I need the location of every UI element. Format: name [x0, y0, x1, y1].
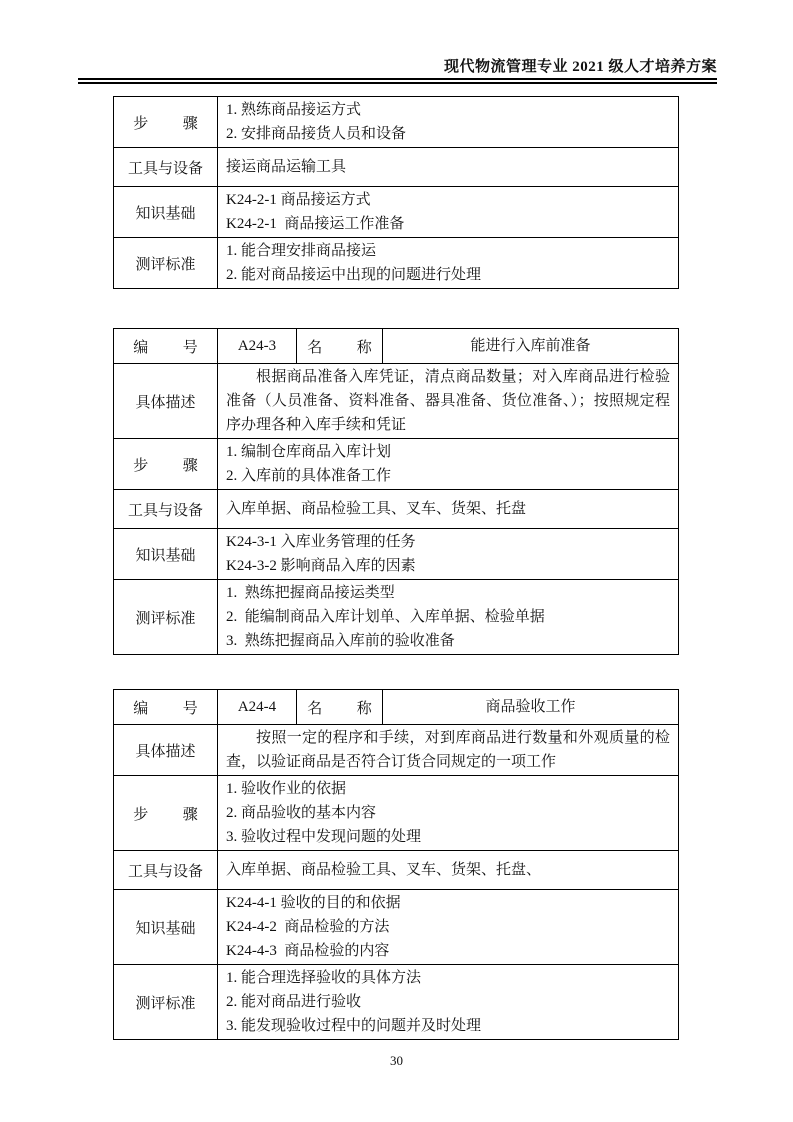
label-code: 编号	[114, 329, 218, 364]
label-steps: 步骤	[114, 97, 218, 148]
label-steps: 步骤	[114, 776, 218, 851]
label-tools: 工具与设备	[114, 851, 218, 890]
label-knowledge: 知识基础	[114, 890, 218, 965]
criteria-cell	[218, 965, 679, 1040]
table-row	[114, 364, 679, 439]
code-cell	[218, 690, 297, 725]
tools-line: 接运商品运输工具	[226, 159, 347, 175]
label-criteria: 测评标准	[114, 238, 218, 289]
table-row	[114, 439, 679, 490]
table-row	[114, 187, 679, 238]
knowledge-line: K24-3-2 影响商品入库的因素	[226, 558, 416, 574]
step-line: 2. 入库前的具体准备工作	[226, 468, 392, 484]
step-line: 2. 安排商品接货人员和设备	[226, 126, 407, 142]
description-text: 根据商品准备入库凭证，清点商品数量；对入库商品进行检验准备（人员准备、资料准备、器具准备、货位准备、）；按照规定程序办理各种入库手续和凭证	[226, 369, 670, 433]
task-code: A24-4	[237, 699, 277, 715]
criteria-line: 2. 能对商品接运中出现的问题进行处理	[226, 267, 482, 283]
knowledge-cell	[218, 529, 679, 580]
task-name: 能进行入库前准备	[470, 338, 591, 354]
criteria-cell	[218, 238, 679, 289]
description-cell	[218, 364, 679, 439]
table-row	[114, 580, 679, 655]
criteria-line: 3. 能发现验收过程中的问题并及时处理	[226, 1018, 482, 1034]
tools-line: 入库单据、商品检验工具、叉车、货架、托盘、	[226, 862, 542, 878]
table-row	[114, 851, 679, 890]
table-row	[114, 329, 679, 364]
task-table-a24-2-continuation	[113, 96, 679, 289]
step-line: 1. 熟练商品接运方式	[226, 102, 362, 118]
task-table-a24-3	[113, 328, 679, 655]
criteria-line: 1. 能合理选择验收的具体方法	[226, 970, 422, 986]
page-header-title: 现代物流管理专业 2021 级人才培养方案	[443, 59, 717, 75]
header-double-rule	[78, 78, 717, 84]
knowledge-line: K24-2-1 商品接运方式	[226, 192, 371, 208]
tools-line: 入库单据、商品检验工具、叉车、货架、托盘	[226, 501, 527, 517]
label-tools: 工具与设备	[114, 148, 218, 187]
steps-cell	[218, 776, 679, 851]
name-value-cell	[383, 329, 679, 364]
table-row	[114, 238, 679, 289]
task-code: A24-3	[237, 338, 277, 354]
tools-cell	[218, 851, 679, 890]
step-line: 1. 验收作业的依据	[226, 781, 347, 797]
label-description: 具体描述	[114, 725, 218, 776]
label-code: 编号	[114, 690, 218, 725]
table-row	[114, 97, 679, 148]
label-name: 名称	[297, 329, 383, 364]
name-value-cell	[383, 690, 679, 725]
tools-cell	[218, 490, 679, 529]
code-cell	[218, 329, 297, 364]
table-row	[114, 490, 679, 529]
label-knowledge: 知识基础	[114, 529, 218, 580]
label-steps: 步骤	[114, 439, 218, 490]
criteria-line: 2. 能对商品进行验收	[226, 994, 362, 1010]
table-row	[114, 529, 679, 580]
table-row	[114, 776, 679, 851]
description-text: 按照一定的程序和手续，对到库商品进行数量和外观质量的检查，以验证商品是否符合订货合同规定的一项工作	[226, 730, 670, 770]
page-number: 30	[390, 1053, 403, 1068]
tools-cell	[218, 148, 679, 187]
steps-cell	[218, 439, 679, 490]
table-row	[114, 725, 679, 776]
step-line: 2. 商品验收的基本内容	[226, 805, 377, 821]
knowledge-line: K24-2-1 商品接运工作准备	[226, 216, 405, 232]
steps-cell	[218, 97, 679, 148]
label-criteria: 测评标准	[114, 580, 218, 655]
label-knowledge: 知识基础	[114, 187, 218, 238]
table-row	[114, 148, 679, 187]
knowledge-line: K24-4-2 商品检验的方法	[226, 919, 390, 935]
criteria-cell	[218, 580, 679, 655]
knowledge-line: K24-4-1 验收的目的和依据	[226, 895, 401, 911]
label-criteria: 测评标准	[114, 965, 218, 1040]
criteria-line: 2. 能编制商品入库计划单、入库单据、检验单据	[226, 609, 545, 625]
task-table-a24-4	[113, 689, 679, 1040]
knowledge-cell	[218, 187, 679, 238]
criteria-line: 1. 能合理安排商品接运	[226, 243, 377, 259]
knowledge-line: K24-3-1 入库业务管理的任务	[226, 534, 416, 550]
label-description: 具体描述	[114, 364, 218, 439]
table-row	[114, 890, 679, 965]
label-name: 名称	[297, 690, 383, 725]
step-line: 3. 验收过程中发现问题的处理	[226, 829, 422, 845]
table-row	[114, 965, 679, 1040]
criteria-line: 3. 熟练把握商品入库前的验收准备	[226, 633, 455, 649]
criteria-line: 1. 熟练把握商品接运类型	[226, 585, 395, 601]
label-tools: 工具与设备	[114, 490, 218, 529]
step-line: 1. 编制仓库商品入库计划	[226, 444, 392, 460]
task-name: 商品验收工作	[485, 699, 576, 715]
description-cell	[218, 725, 679, 776]
knowledge-line: K24-4-3 商品检验的内容	[226, 943, 390, 959]
table-row	[114, 690, 679, 725]
knowledge-cell	[218, 890, 679, 965]
